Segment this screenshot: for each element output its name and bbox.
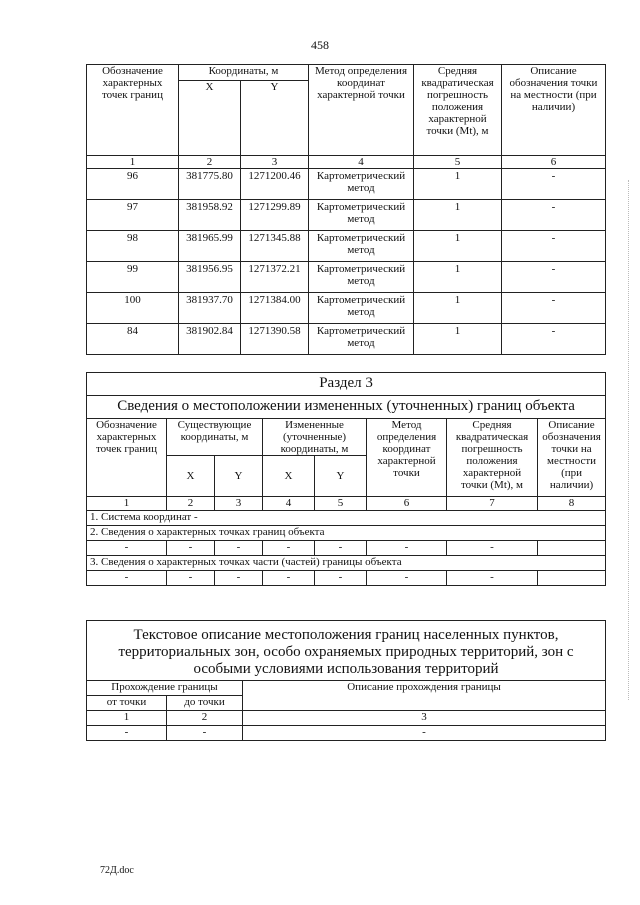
column-number: 6 — [367, 497, 447, 511]
header-x: X — [263, 456, 315, 497]
column-number: 1 — [87, 156, 179, 169]
changed-boundaries-table — [86, 372, 606, 586]
table-row: - - - - - - - — [87, 571, 606, 586]
column-number: 5 — [414, 156, 502, 169]
header-x: X — [179, 81, 241, 156]
subsection-boundary-points: 2. Сведения о характерных точках границ объекта — [87, 526, 606, 541]
column-number: 2 — [179, 156, 241, 169]
section-title: Раздел 3 — [87, 373, 606, 396]
header-boundary-passage: Прохождение границы — [87, 681, 243, 696]
header-y: Y — [241, 81, 309, 156]
header-method: Метод определения координат характерной точки — [309, 65, 414, 156]
section-subtitle: Сведения о местоположении измененных (уточненных) границ объекта — [87, 396, 606, 419]
subsection-part-points: 3. Сведения о характерных точках части (частей) границы объекта — [87, 556, 606, 571]
header-description: Описание обозначения точки на местности (при наличии) — [538, 419, 606, 497]
header-point-designation: Обозначение характерных точек границ — [87, 65, 179, 156]
text-description-table — [86, 620, 606, 741]
page-number: 458 — [311, 38, 329, 52]
column-number: 3 — [243, 711, 606, 726]
column-number: 6 — [502, 156, 606, 169]
table-row: 96 381775.80 1271200.46 Картометрический метод 1 - — [87, 169, 606, 200]
table-row: 99 381956.95 1271372.21 Картометрический метод 1 - — [87, 262, 606, 293]
coordinates-table — [86, 64, 606, 355]
subsection-coordinate-system: 1. Система координат - — [87, 511, 606, 526]
header-from-point: от точки — [87, 696, 167, 711]
file-name: 72Д.doc — [100, 865, 134, 876]
text-description-title: Текстовое описание местоположения границ населенных пунктов, территориальных зон, особо охраняемых природных территорий, зон с особыми условиями использования территорий — [87, 621, 606, 681]
column-number: 2 — [167, 497, 215, 511]
scan-edge — [628, 180, 630, 700]
header-error: Средняя квадратическая погрешность положения характерной точки (Mt), м — [447, 419, 538, 497]
header-point-designation: Обозначение характерных точек границ — [87, 419, 167, 497]
column-number: 4 — [309, 156, 414, 169]
column-number: 1 — [87, 497, 167, 511]
header-y: Y — [215, 456, 263, 497]
header-coordinates: Координаты, м — [179, 65, 309, 81]
header-to-point: до точки — [167, 696, 243, 711]
column-number: 3 — [215, 497, 263, 511]
column-number: 7 — [447, 497, 538, 511]
table-row: 84 381902.84 1271390.58 Картометрический метод 1 - — [87, 324, 606, 355]
column-number: 4 — [263, 497, 315, 511]
header-existing-coords: Существующие координаты, м — [167, 419, 263, 456]
header-y: Y — [315, 456, 367, 497]
table-row: - - - — [87, 726, 606, 741]
column-number: 1 — [87, 711, 167, 726]
header-description: Описание обозначения точки на местности (при наличии) — [502, 65, 606, 156]
column-number: 5 — [315, 497, 367, 511]
table-row: 98 381965.99 1271345.88 Картометрический метод 1 - — [87, 231, 606, 262]
column-number: 3 — [241, 156, 309, 169]
header-method: Метод определения координат характерной точки — [367, 419, 447, 497]
table-row: - - - - - - - — [87, 541, 606, 556]
column-number: 2 — [167, 711, 243, 726]
header-passage-description: Описание прохождения границы — [243, 681, 606, 711]
column-number: 8 — [538, 497, 606, 511]
header-x: X — [167, 456, 215, 497]
table-row: 100 381937.70 1271384.00 Картометрический метод 1 - — [87, 293, 606, 324]
table-row: 97 381958.92 1271299.89 Картометрический метод 1 - — [87, 200, 606, 231]
header-changed-coords: Измененные (уточненные) координаты, м — [263, 419, 367, 456]
header-error: Средняя квадратическая погрешность положения характерной точки (Mt), м — [414, 65, 502, 156]
